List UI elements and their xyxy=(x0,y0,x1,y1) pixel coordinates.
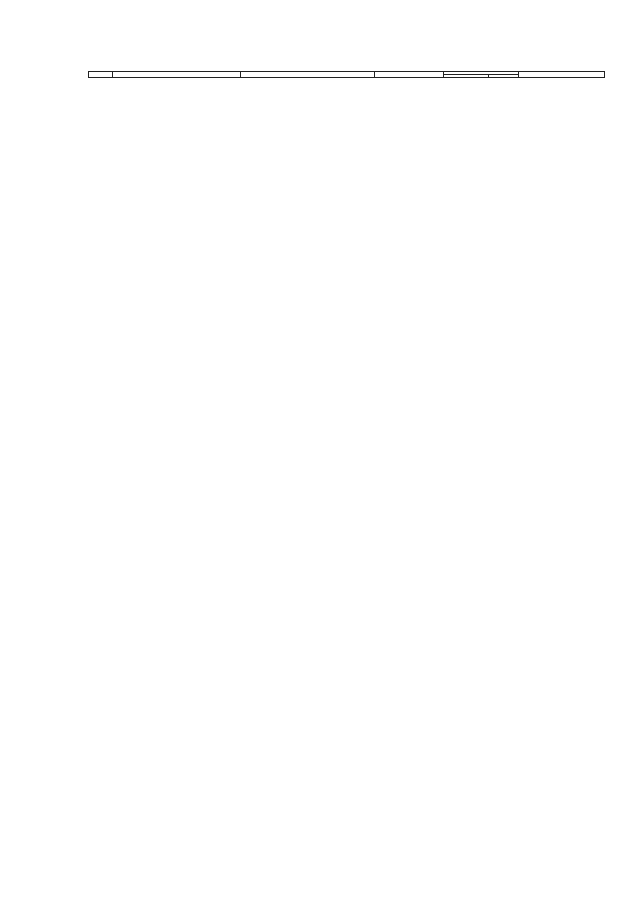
col-header-num xyxy=(89,72,113,78)
col-header-hours xyxy=(444,75,489,78)
col-header-recipient xyxy=(113,72,241,78)
col-header-mse xyxy=(375,72,444,78)
services-register-table xyxy=(88,71,605,78)
document-body xyxy=(86,70,610,91)
col-header-days xyxy=(489,75,519,78)
col-header-count xyxy=(519,72,605,78)
col-header-parent xyxy=(241,72,375,78)
